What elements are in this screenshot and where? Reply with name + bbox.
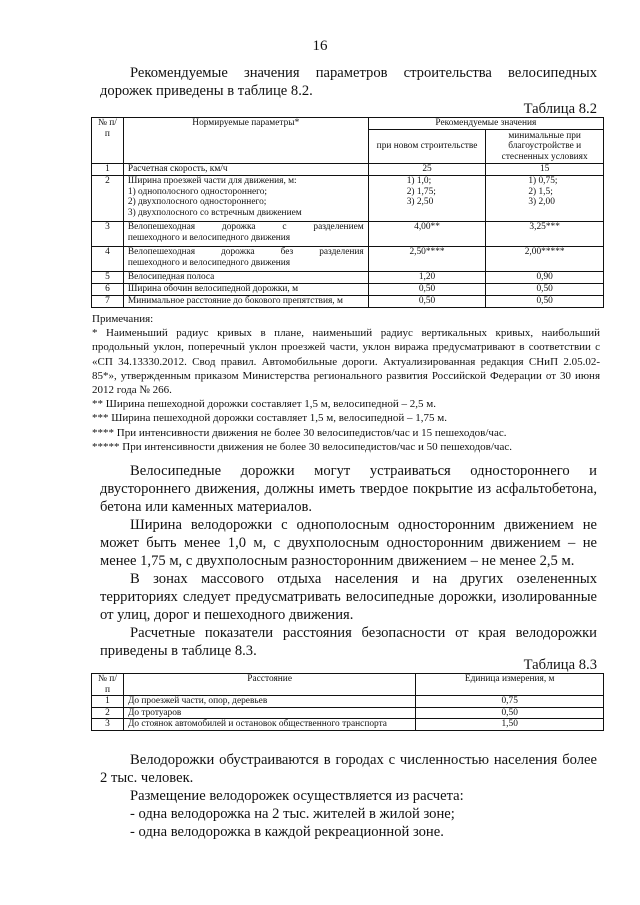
table-row [92, 176, 604, 222]
table-row [92, 284, 604, 296]
table-cell-num: 3 [92, 719, 124, 731]
intro-paragraph: Рекомендуемые значения параметров строительства велосипедных дорожек приведены в таблице 8.2. [100, 65, 597, 99]
cell-line: 1) 0,75; [528, 176, 558, 186]
table-cell-param [123, 296, 368, 308]
note-item: **** При интенсивности движения не более 30 велосипедистов/час и 15 пешеходов/час. [92, 426, 507, 439]
table-cell-distance: До проезжей части, опор, деревьев [123, 696, 415, 708]
paragraph-1: Велосипедные дорожки могут устраиваться одностороннего и двустороннего движения, должны иметь твердое покрытие из асфальтобетона, бетона или каменных материалов. [100, 463, 597, 515]
table-8-2-caption: Таблица 8.2 [523, 101, 597, 117]
table-8-2-header-min: минимальные при благоустройстве и стесненных условиях [486, 130, 604, 164]
cell-line: 15 [539, 164, 550, 174]
table-cell-value: 1,50 [416, 719, 604, 731]
cell-line: Велопешеходная дорожка с разделением [127, 222, 364, 232]
table-cell-min [486, 164, 604, 176]
paragraph-2: Ширина велодорожки с однополосным односторонним движением не может быть менее 1,0 м, с двухполосным односторонним движением – не менее 1,75 м, с двухполосным разносторонним движением – не менее 2,5 м. [100, 517, 597, 569]
cell-line: Велопешеходная дорожка без разделения [127, 247, 364, 257]
cell-line: 3) 2,00 [528, 197, 555, 208]
note-item: * Наименьший радиус кривых в плане, наименьший радиус вертикальных кривых, наибольший продольный уклон, поперечный уклон проезжей части, уклон виража предусматривают в соответствии с «СП 34.13330.2012. Свод правил. Автомобильные дороги. Актуализированная редакция СНиП 2.05.02-85*», утвержденным приказом Министерства регионального развития Российской Федерации от 30 июня 2012 года № 266. [92, 327, 600, 397]
cell-line: 0,50 [418, 296, 436, 306]
table-8-3-header-distance: Расстояние [123, 674, 415, 696]
cell-line: 2) двухполосного одностороннего; [127, 197, 267, 208]
cell-line: 1) 1,0; [406, 176, 432, 186]
cell-line: Велосипедная полоса [127, 272, 215, 282]
table-cell-num: 2 [92, 707, 124, 719]
table-cell-min [486, 247, 604, 272]
table-cell-new [368, 222, 486, 247]
table-row [92, 296, 604, 308]
table-cell-min [486, 284, 604, 296]
cell-line: 2,50**** [409, 247, 445, 257]
cell-line: 3) 2,50 [406, 197, 434, 208]
cell-line: 0,50 [536, 284, 553, 294]
table-8-3 [91, 673, 604, 731]
note-item: ** Ширина пешеходной дорожки составляет 1,5 м, велосипедной – 2,5 м. [92, 398, 437, 411]
table-cell-new [368, 272, 486, 284]
table-cell-distance: До стоянок автомобилей и остановок общественного транспорта [123, 719, 415, 731]
paragraph-3: В зонах массового отдыха населения и на других озелененных территориях следует предусматривать велосипедные дорожки, изолированные от улиц, дорог и пешеходного движения. [100, 571, 597, 623]
table-8-3-caption: Таблица 8.3 [523, 657, 597, 673]
table-cell-num: 6 [92, 284, 124, 296]
table-8-2 [91, 117, 604, 308]
table-8-2-header-rec: Рекомендуемые значения [368, 118, 603, 130]
table-cell-min [486, 296, 604, 308]
table-cell-value: 0,50 [416, 707, 604, 719]
list-item: - одна велодорожка на 2 тыс. жителей в жилой зоне; [130, 806, 455, 822]
table-cell-num: 1 [92, 164, 124, 176]
table-8-2-header-param: Нормируемые параметры* [123, 118, 368, 164]
table-cell-distance: До тротуаров [123, 707, 415, 719]
cell-line: Расчетная скорость, км/ч [127, 164, 228, 174]
page-number: 16 [312, 38, 328, 54]
table-cell-param [123, 164, 368, 176]
paragraph-4: Расчетные показатели расстояния безопасности от края велодорожки приведены в таблице 8.3. [100, 625, 597, 659]
table-8-2-header-new: при новом строительстве [368, 130, 486, 164]
cell-line: 0,50 [536, 296, 553, 306]
table-8-3-header-unit: Единица измерения, м [416, 674, 604, 696]
cell-line: 3,25*** [529, 222, 560, 232]
cell-line: Минимальное расстояние до бокового препятствия, м [127, 296, 343, 306]
table-cell-min [486, 272, 604, 284]
table-row [92, 272, 604, 284]
table-cell-num: 3 [92, 222, 124, 247]
table-row [92, 222, 604, 247]
table-cell-new [368, 247, 486, 272]
table-row [92, 247, 604, 272]
table-8-3-header-num: № п/п [92, 674, 124, 696]
table-cell-new [368, 296, 486, 308]
cell-line: 25 [422, 164, 432, 174]
cell-line: пешеходного и велосипедного движения [127, 232, 291, 243]
cell-line: 0,50 [418, 284, 436, 294]
cell-line: 2) 1,5; [528, 186, 553, 197]
table-cell-new [368, 284, 486, 296]
cell-line: 1,20 [418, 272, 436, 282]
cell-line: пешеходного и велосипедного движения [127, 257, 291, 268]
table-cell-num: 7 [92, 296, 124, 308]
table-cell-param [123, 284, 368, 296]
table-cell-new [368, 176, 486, 222]
cell-line: 3) двухполосного со встречным движением [127, 207, 302, 218]
cell-line: Ширина обочин велосипедной дорожки, м [127, 284, 299, 294]
cell-line: 0,90 [536, 272, 553, 282]
table-cell-value: 0,75 [416, 696, 604, 708]
table-cell-min [486, 176, 604, 222]
placement-paragraph: Размещение велодорожек осуществляется из расчета: [130, 788, 464, 804]
table-cell-num: 4 [92, 247, 124, 272]
table-8-2-header-num: № п/п [92, 118, 124, 164]
table-cell-param [123, 176, 368, 222]
table-row [92, 164, 604, 176]
table-cell-num: 2 [92, 176, 124, 222]
table-row [92, 719, 604, 731]
note-item: *** Ширина пешеходной дорожки составляет 1,5 м, велосипедной – 1,75 м. [92, 412, 448, 425]
table-notes [92, 312, 600, 454]
table-cell-param [123, 272, 368, 284]
notes-title: Примечания: [92, 313, 154, 325]
table-cell-new [368, 164, 486, 176]
cell-line: Ширина проезжей части для движения, м: [127, 176, 297, 186]
table-cell-min [486, 222, 604, 247]
table-cell-param [123, 247, 368, 272]
table-cell-num: 1 [92, 696, 124, 708]
table-row [92, 696, 604, 708]
table-cell-param [123, 222, 368, 247]
table-cell-num: 5 [92, 272, 124, 284]
list-item: - одна велодорожка в каждой рекреационной зоне. [130, 824, 444, 840]
closing-paragraph: Велодорожки обустраиваются в городах с численностью населения более 2 тыс. человек. [100, 752, 597, 786]
cell-line: 1) однополосного одностороннего; [127, 186, 268, 197]
cell-line: 2,00***** [524, 247, 565, 257]
cell-line: 4,00** [414, 222, 440, 232]
cell-line: 2) 1,75; [406, 186, 436, 197]
note-item: ***** При интенсивности движения не более 30 велосипедистов/час и 50 пешеходов/час. [92, 440, 512, 453]
table-row [92, 707, 604, 719]
